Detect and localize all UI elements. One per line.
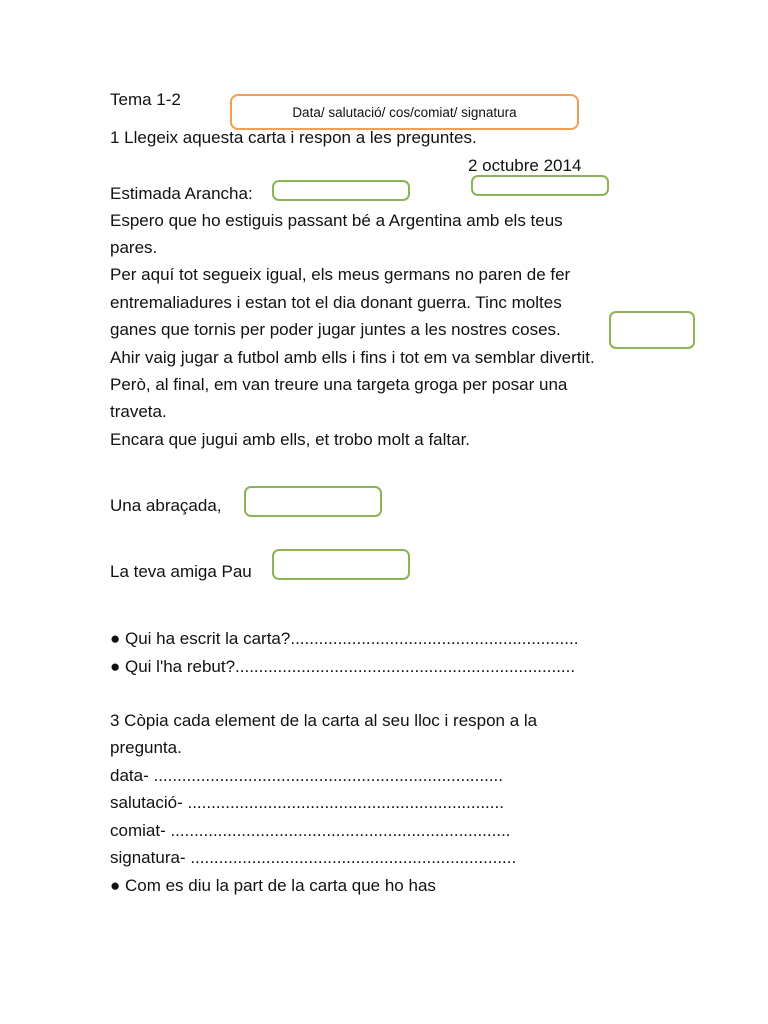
instruction-1: 1 Llegeix aquesta carta i respon a les preguntes. xyxy=(110,128,477,147)
letter-body-line: Encara que jugui amb ells, et trobo molt a faltar. xyxy=(110,430,471,449)
field-comiat: comiat- ........................................................................ xyxy=(110,821,511,840)
letter-date: 2 octubre 2014 xyxy=(468,156,582,175)
letter-body-line: entremaliadures i estan tot el dia donant guerra. Tinc moltes xyxy=(110,293,562,312)
letter-body-line: traveta. xyxy=(110,402,167,421)
field-data: data- .......................................................................... xyxy=(110,766,503,785)
worksheet-title: Tema 1-2 xyxy=(110,90,181,109)
field-salutacio: salutació- ................................................................... xyxy=(110,793,504,812)
legend-box: Data/ salutació/ cos/comiat/ signatura xyxy=(230,94,579,130)
greeting-answer-box[interactable] xyxy=(272,180,410,201)
letter-body-line: ganes que tornis per poder jugar juntes a les nostres coses. xyxy=(110,320,561,339)
field-signatura: signatura- ..................................................................... xyxy=(110,848,517,867)
letter-signature: La teva amiga Pau xyxy=(110,562,252,581)
letter-closing: Una abraçada, xyxy=(110,496,222,515)
instruction-3-cont: pregunta. xyxy=(110,738,182,757)
letter-body-line: Però, al final, em van treure una targeta groga per posar una xyxy=(110,375,568,394)
signature-answer-box[interactable] xyxy=(272,549,410,580)
body-answer-box[interactable] xyxy=(609,311,695,349)
letter-greeting: Estimada Arancha: xyxy=(110,184,253,203)
instruction-3: 3 Còpia cada element de la carta al seu lloc i respon a la xyxy=(110,711,538,730)
question-writer: ● Qui ha escrit la carta?............................................................. xyxy=(110,629,579,648)
date-answer-box[interactable] xyxy=(471,175,609,196)
letter-body-line: Per aquí tot segueix igual, els meus germans no paren de fer xyxy=(110,265,571,284)
closing-answer-box[interactable] xyxy=(244,486,382,517)
letter-body-line: Espero que ho estiguis passant bé a Argentina amb els teus xyxy=(110,211,563,230)
letter-body-line: pares. xyxy=(110,238,158,257)
final-question: ● Com es diu la part de la carta que ho has xyxy=(110,876,436,895)
question-recipient: ● Qui l'ha rebut?........................................................................ xyxy=(110,657,576,676)
letter-body-line: Ahir vaig jugar a futbol amb ells i fins i tot em va semblar divertit. xyxy=(110,348,595,367)
